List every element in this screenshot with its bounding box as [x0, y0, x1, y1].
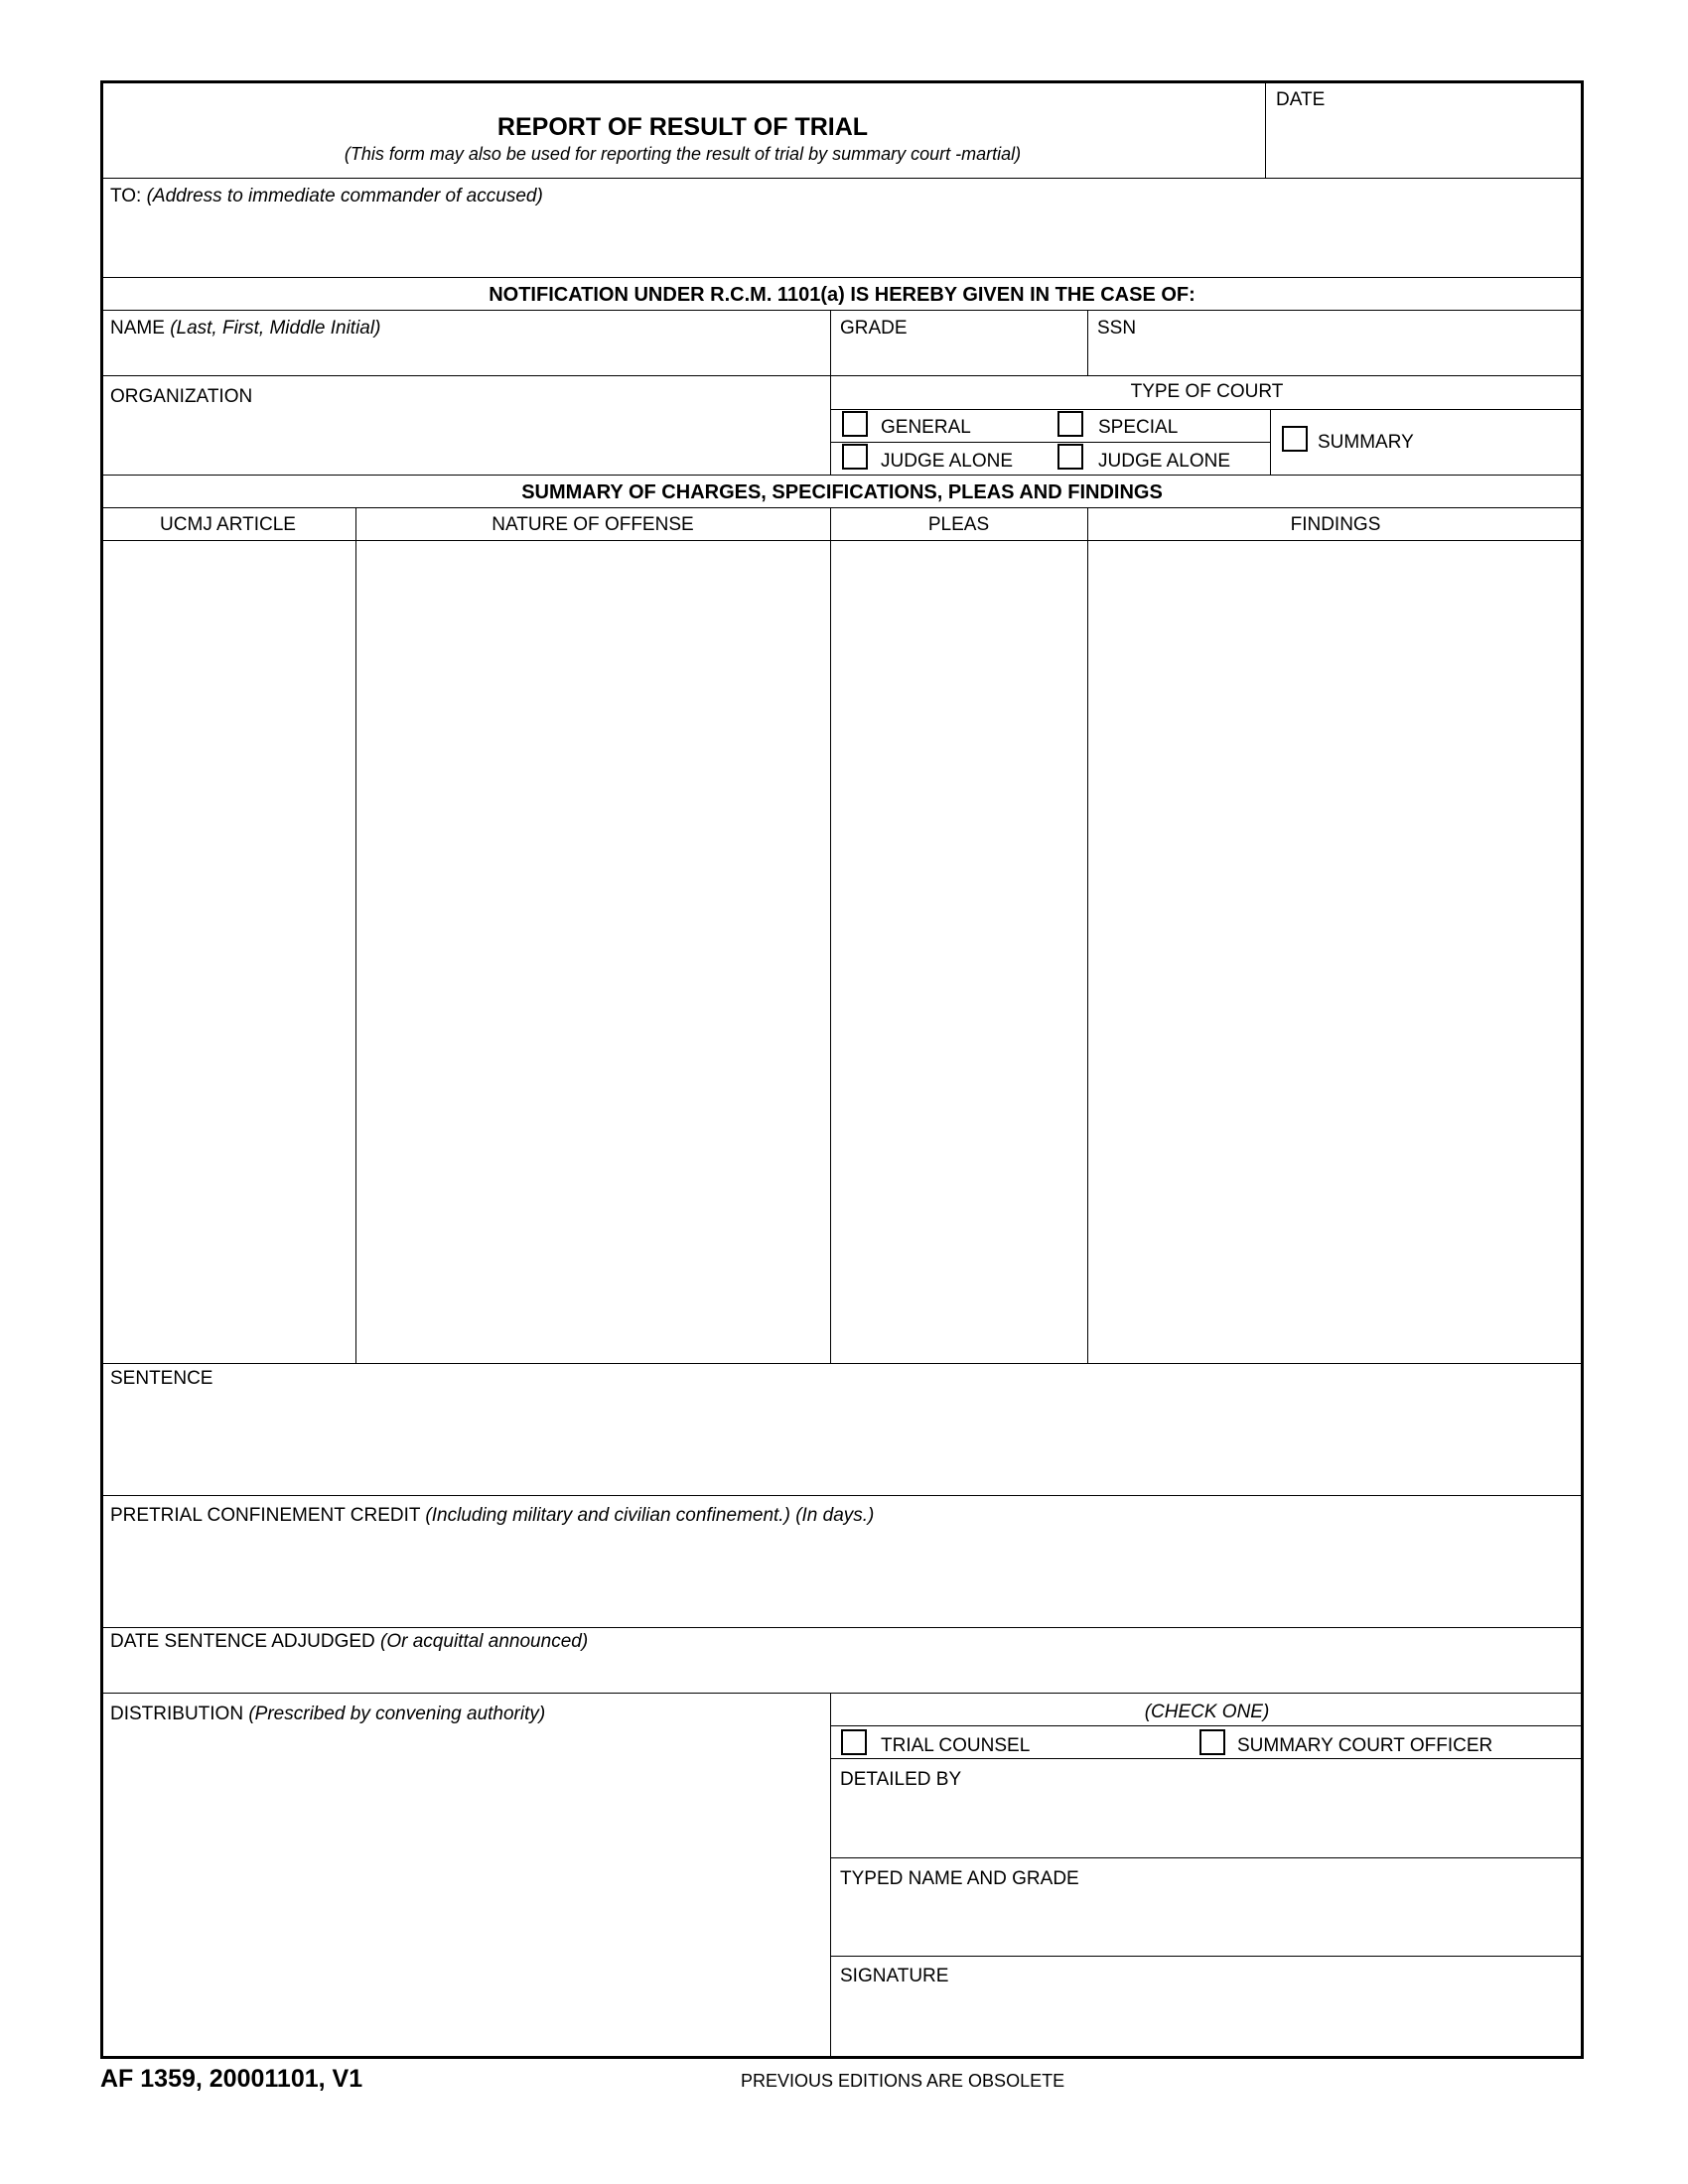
date-adjudged-hint: (Or acquittal announced)	[380, 1631, 589, 1652]
to-label-group	[110, 186, 543, 207]
rule-below-column-headers	[100, 540, 1584, 541]
to-address-field[interactable]	[103, 208, 1581, 276]
charges-title: SUMMARY OF CHARGES, SPECIFICATIONS, PLEAS AND FINDINGS	[521, 481, 1163, 503]
rule-between-court-rows	[830, 442, 1270, 443]
grade-label: GRADE	[840, 318, 908, 339]
signature-label: SIGNATURE	[840, 1966, 949, 1986]
rule-summary-divider	[1270, 409, 1271, 475]
rule-below-organization	[100, 475, 1584, 476]
trial-counsel-label: TRIAL COUNSEL	[881, 1735, 1031, 1756]
ssn-field[interactable]	[1089, 341, 1581, 374]
special-judge-alone-checkbox[interactable]	[1057, 444, 1083, 470]
rule-below-to	[100, 277, 1584, 278]
summary-checkbox[interactable]	[1282, 426, 1308, 452]
general-judge-alone-checkbox[interactable]	[842, 444, 868, 470]
date-adjudged-label-group	[110, 1631, 588, 1653]
rule-below-pretrial	[100, 1627, 1584, 1628]
signature-field[interactable]	[832, 1989, 1581, 2055]
general-judge-alone-label: JUDGE ALONE	[881, 451, 1014, 472]
distribution-label-group	[110, 1704, 545, 1725]
form-subtitle: (This form may also be used for reporting the result of trial by summary court -martial)	[344, 144, 1022, 164]
organization-label: ORGANIZATION	[110, 386, 253, 407]
organization-field[interactable]	[103, 409, 828, 474]
ucmj-article-field[interactable]	[103, 542, 354, 1362]
col-nature-of-offense: NATURE OF OFFENSE	[492, 514, 694, 535]
trial-counsel-checkbox[interactable]	[841, 1729, 867, 1755]
col-findings: FINDINGS	[1290, 514, 1381, 535]
form-title: REPORT OF RESULT OF TRIAL	[496, 113, 869, 141]
detailed-by-field[interactable]	[832, 1793, 1581, 1856]
rule-col2-divider	[830, 507, 831, 1363]
date-label: DATE	[1276, 89, 1326, 110]
findings-field[interactable]	[1089, 542, 1581, 1362]
form-id: AF 1359, 20001101, V1	[100, 2065, 363, 2093]
rule-below-notification	[100, 310, 1584, 311]
col-pleas: PLEAS	[927, 514, 990, 535]
col-ucmj-article: UCMJ ARTICLE	[160, 514, 296, 535]
rule-distribution-divider	[830, 1693, 831, 2056]
rule-col1-divider	[355, 507, 356, 1363]
rule-below-detailed-by	[830, 1857, 1584, 1858]
nature-of-offense-field[interactable]	[357, 542, 829, 1362]
typed-name-label: TYPED NAME AND GRADE	[840, 1868, 1079, 1889]
grade-field[interactable]	[832, 341, 1085, 374]
name-label: NAME	[110, 318, 165, 339]
rule-below-check-one	[830, 1725, 1584, 1726]
date-adjudged-label: DATE SENTENCE ADJUDGED	[110, 1631, 375, 1652]
pretrial-label: PRETRIAL CONFINEMENT CREDIT	[110, 1505, 421, 1526]
rule-date-divider	[1265, 80, 1266, 178]
distribution-hint: (Prescribed by convening authority)	[248, 1704, 546, 1724]
distribution-label: DISTRIBUTION	[110, 1704, 244, 1724]
check-one-title: (CHECK ONE)	[1144, 1702, 1270, 1722]
rule-below-name	[100, 375, 1584, 376]
to-hint: (Address to immediate commander of accused)	[146, 186, 543, 206]
name-field[interactable]	[103, 341, 828, 374]
rule-below-charges-title	[100, 507, 1584, 508]
ssn-label: SSN	[1097, 318, 1137, 339]
rule-below-charges-table	[100, 1363, 1584, 1364]
name-hint: (Last, First, Middle Initial)	[170, 318, 381, 339]
summary-court-officer-label: SUMMARY COURT OFFICER	[1237, 1735, 1493, 1756]
general-label: GENERAL	[881, 417, 971, 438]
rule-below-check-options	[830, 1758, 1584, 1759]
typed-name-field[interactable]	[832, 1892, 1581, 1955]
special-label: SPECIAL	[1098, 417, 1179, 438]
date-adjudged-field[interactable]	[103, 1655, 1581, 1692]
rule-below-sentence	[100, 1495, 1584, 1496]
date-field[interactable]	[1267, 111, 1581, 177]
notification-heading: NOTIFICATION UNDER R.C.M. 1101(a) IS HEREBY GIVEN IN THE CASE OF:	[489, 284, 1196, 306]
pretrial-hint: (Including military and civilian confinement.) (In days.)	[425, 1505, 875, 1526]
pretrial-label-group	[110, 1505, 874, 1527]
rule-col3-divider	[1087, 507, 1088, 1363]
rule-grade-ssn-divider	[1087, 310, 1088, 375]
distribution-field[interactable]	[103, 1727, 828, 2055]
summary-label: SUMMARY	[1318, 432, 1414, 453]
rule-below-date-adjudged	[100, 1693, 1584, 1694]
rule-below-typed-name	[830, 1956, 1584, 1957]
pretrial-credit-field[interactable]	[103, 1529, 1581, 1626]
pleas-field[interactable]	[832, 542, 1086, 1362]
type-of-court-title: TYPE OF COURT	[1130, 381, 1284, 402]
summary-court-officer-checkbox[interactable]	[1199, 1729, 1225, 1755]
special-judge-alone-label: JUDGE ALONE	[1098, 451, 1231, 472]
name-label-group	[110, 318, 380, 340]
rule-below-header	[100, 178, 1584, 179]
to-label: TO:	[110, 186, 142, 206]
sentence-label: SENTENCE	[110, 1368, 213, 1389]
sentence-field[interactable]	[103, 1392, 1581, 1494]
special-checkbox[interactable]	[1057, 411, 1083, 437]
general-checkbox[interactable]	[842, 411, 868, 437]
obsolete-notice: PREVIOUS EDITIONS ARE OBSOLETE	[741, 2071, 1065, 2091]
detailed-by-label: DETAILED BY	[840, 1769, 962, 1790]
rule-below-type-of-court	[830, 409, 1584, 410]
